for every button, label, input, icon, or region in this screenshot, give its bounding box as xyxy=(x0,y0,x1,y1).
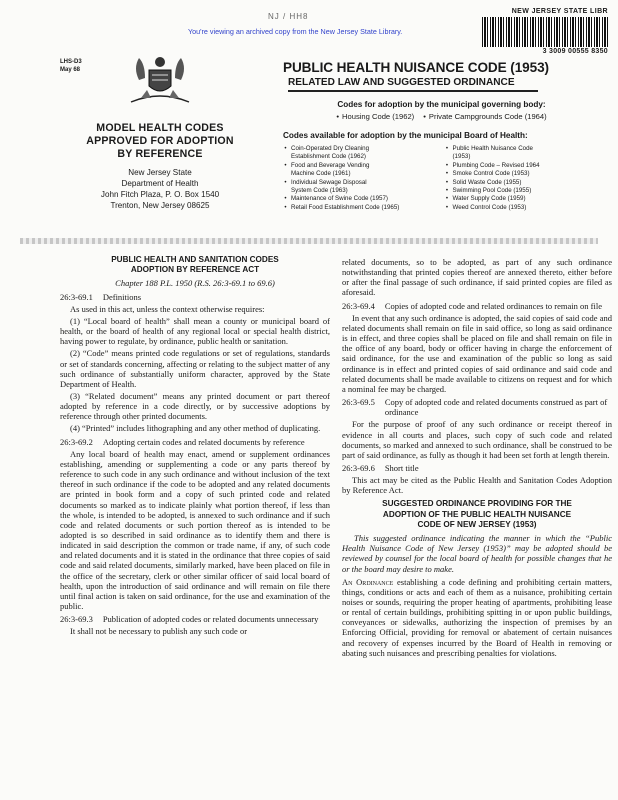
section-number: 26:3-69.3 xyxy=(60,614,93,625)
model-codes-block xyxy=(60,122,260,211)
sub-title: RELATED LAW AND SUGGESTED ORDINANCE xyxy=(288,77,515,88)
address-line: John Fitch Plaza, P. O. Box 1540 xyxy=(100,190,220,199)
board-codes-heading: Codes available for adoption by the municipal Board of Health: xyxy=(283,131,528,140)
header-divider xyxy=(20,238,598,244)
section-heading xyxy=(60,437,330,447)
address-line: Department of Health xyxy=(121,179,199,188)
ordinance-body: establishing a code defining and prohibiting certain matters, things, conditions or acts and each of them as a nuisance, prohibiting certain noises or sounds, requiring the proper heating of apartments, prohibiting lease or rental of certain buildings, prohibiting spitting in or upon public buildings, conveyances or sidewalks, authorizing the inspection of premises by an Enforcing Official, providing for removal or abatement of certain nuisances and recovery of expenses incurred by the Board of Health in removing or abating such nuisances and prescribing penalties for violations. xyxy=(342,576,612,658)
document-body xyxy=(0,255,618,800)
code-list-item: • Plumbing Code – Revised 1964 xyxy=(445,161,540,169)
paragraph: As used in this act, unless the context otherwise requires: xyxy=(70,303,265,314)
code-list-item: • Weed Control Code (1953) xyxy=(445,203,527,211)
paragraph: Any local board of health may enact, amend or supplement ordinances establishing, amending or supplementing a code or any parts thereof by reference to such code in any such ordinance and without inclusion of the text thereof in such ordinance if the code to be adopted and any related documents are printed in book form and a copy of such printed code and related documents so marked as to indicate plainly what portion thereof, if less than the whole, is intended to be adopted, is annexed to such ordinance and if such code and related documents or such portion thereof as is intended to be adopted is so described in said ordinance as to identify them and there is indicated in said description the common or trade name, if any, of such code and related documents and it is stated in the ordinance that three copies of said code and said related documents, similarly marked, have been placed on file in the office of the secretary, clerk or other similar officer of said local board of health, upon the introduction of said ordinance and will remain on file there until final action is taken on said ordinance, for the use and examination of the public. xyxy=(60,448,330,612)
municipal-codes-heading: Codes for adoption by the municipal governing body: xyxy=(337,100,546,109)
main-title: PUBLIC HEALTH NUISANCE CODE (1953) xyxy=(283,60,549,75)
barcode-graphic xyxy=(482,17,608,47)
code-list-item-cont xyxy=(291,187,439,194)
title-line: MODEL HEALTH CODES xyxy=(96,122,224,134)
ordinance-lead: An Ordinance xyxy=(342,576,394,587)
document-code xyxy=(60,58,82,74)
code-list-item: • Smoke Control Code (1953) xyxy=(445,170,530,178)
heading-line: ADOPTION BY REFERENCE ACT xyxy=(130,265,260,275)
section-heading xyxy=(60,614,330,624)
section-title: Short title xyxy=(384,462,419,473)
ordinance-note: This suggested ordinance indicating the manner in which the “Public Health Nuisance Code of New Jersey (1953)” may be adopted should be reviewed by counsel for the local board of health for possible changes that he or the board may desire to make. xyxy=(342,533,612,574)
address-line: Trenton, New Jersey 08625 xyxy=(110,201,210,210)
department-address xyxy=(60,167,260,211)
section-title: Copy of adopted code and related documents construed as part of ordinance xyxy=(384,397,608,418)
code-name: Plumbing Code – Revised 1964 xyxy=(452,161,540,169)
board-codes-left-column xyxy=(283,145,439,212)
code-list-item-cont xyxy=(291,170,439,177)
doc-date-line: May 68 xyxy=(60,67,81,73)
code-list-item: • Coin-Operated Dry Cleaning xyxy=(284,145,370,152)
act-heading xyxy=(60,255,330,275)
heading-line: SUGGESTED ORDINANCE PROVIDING FOR THE xyxy=(382,499,572,509)
code-list-item: • Food and Beverage Vending xyxy=(284,161,370,169)
code-list-item-cont xyxy=(453,153,601,160)
code-name: Food and Beverage Vending xyxy=(291,161,370,169)
code-list-item: • Swimming Pool Code (1955) xyxy=(445,187,532,195)
left-text-column xyxy=(60,255,330,637)
board-codes-list xyxy=(283,145,600,212)
paragraph: This act may be cited as the Public Health and Sanitation Codes Adoption by Reference Act. xyxy=(342,475,612,496)
code-name: (1953) xyxy=(452,153,471,161)
chapter-citation: Chapter 188 P.L. 1950 (R.S. 26:3-69.1 to 69.6) xyxy=(115,278,275,289)
code-title-block xyxy=(283,60,600,212)
paragraph: (2) “Code” means printed code regulations or set of regulations, standards or set of standards concerning, affecting or relating to the subject matter of any such ordinance of substantially uniform character, approved by the State Department of Health. xyxy=(60,348,330,389)
section-number: 26:3-69.6 xyxy=(342,462,375,473)
section-number: 26:3-69.2 xyxy=(60,436,93,447)
code-list-item: • Maintenance of Swine Code (1957) xyxy=(284,195,388,203)
section-heading xyxy=(342,463,612,473)
library-stamp-title: NEW JERSEY STATE LIBR xyxy=(511,8,608,15)
barcode-number: 3 3009 00555 8350 xyxy=(542,48,608,55)
title-rule xyxy=(288,90,538,92)
heading-line: CODE OF NEW JERSEY (1953) xyxy=(417,519,537,529)
code-name: Maintenance of Swine Code (1957) xyxy=(291,195,388,203)
title-line: APPROVED FOR ADOPTION xyxy=(86,135,234,147)
code-name: Individual Sewage Disposal xyxy=(291,178,367,186)
code-name: Water Supply Code (1959) xyxy=(452,195,526,203)
title-line: BY REFERENCE xyxy=(117,148,203,160)
section-title: Adopting certain codes and related documents by reference xyxy=(102,436,305,447)
section-title: Definitions xyxy=(102,291,142,302)
section-number: 26:3-69.5 xyxy=(342,397,375,408)
right-text-column xyxy=(342,255,612,658)
ordinance-text xyxy=(342,577,612,658)
paragraph: (1) “Local board of health” shall mean a county or municipal board of health, or the board of health of any regional local or special health district, having power to regulate, by ordinance, public health or sanitation. xyxy=(60,315,330,347)
section-title: Publication of adopted codes or related documents unnecessary xyxy=(102,614,319,625)
paragraph: (3) “Related document” means any printed document or part thereof adopted by reference in a code directly, or by successive adoptions by reference through other printed documents. xyxy=(60,390,330,422)
archive-notice[interactable]: You're viewing an archived copy from the New Jersey State Library. xyxy=(188,27,403,36)
code-list-item-cont xyxy=(291,153,439,160)
paragraph: (4) “Printed” includes lithographing and any other method of duplicating. xyxy=(70,423,321,434)
heading-line: PUBLIC HEALTH AND SANITATION CODES xyxy=(111,255,279,264)
code-list-item: • Public Health Nuisance Code xyxy=(445,145,533,152)
code-list-item: • Individual Sewage Disposal xyxy=(284,178,367,186)
code-name: Coin-Operated Dry Cleaning xyxy=(291,145,370,152)
code-name: System Code (1963) xyxy=(291,187,348,195)
paragraph: In event that any such ordinance is adopted, the said copies of said code and related documents shall remain on file in said office, so long as said ordinance is in effect, and three copies shall be placed on file and shall remain on file in the office of any board, body or officer having in charge the enforcement of said ordinance, for the use and examination of the public so long as said ordinance is in effect and printed copies of said ordinance and said code and related documents shall be made available to citizens on request and for which a nominal fee may be charged. xyxy=(342,312,612,394)
address-line: New Jersey State xyxy=(128,168,192,177)
section-heading xyxy=(60,292,330,302)
paragraph: It shall not be necessary to publish any such code or xyxy=(70,626,248,637)
board-codes-right-column xyxy=(445,145,601,212)
code-name: Retail Food Establishment Code (1965) xyxy=(291,203,400,211)
library-barcode-stamp xyxy=(482,8,608,55)
paragraph: For the purpose of proof of any such ordinance or receipt thereof in evidence in all courts and places, such copy of such code and related documents, so marked and annexed to such ordinance, shall be construed to be part of said ordinance, as fully as though it had been set forth at length therein. xyxy=(342,419,612,460)
section-number: 26:3-69.1 xyxy=(60,291,93,302)
handwritten-call-number: NJ / HH8 xyxy=(268,12,309,21)
section-heading xyxy=(342,301,612,311)
section-heading xyxy=(342,397,612,417)
code-list-item: • Solid Waste Code (1955) xyxy=(445,178,522,186)
code-name: Solid Waste Code (1955) xyxy=(452,178,522,186)
section-title: Copies of adopted code and related ordinances to remain on file xyxy=(384,300,602,311)
doc-code-line: LHS-D3 xyxy=(60,59,82,65)
heading-line: ADOPTION OF THE PUBLIC HEALTH NUISANCE xyxy=(382,509,572,519)
document-header xyxy=(50,50,596,240)
code-name: Establishment Code (1962) xyxy=(291,153,366,161)
municipal-code-item: • Housing Code (1962) xyxy=(336,112,414,121)
code-name: Public Health Nuisance Code xyxy=(452,145,533,152)
model-codes-title xyxy=(60,122,260,161)
state-seal-icon xyxy=(125,50,195,108)
paragraph: related documents, so to be adopted, as part of any such ordinance notwithstanding that printed copies thereof are annexed thereto, either before or after the final passage of such ordinance, if said printed copies are filed as aforesaid. xyxy=(342,257,612,298)
section-number: 26:3-69.4 xyxy=(342,300,375,311)
code-list-item: • Water Supply Code (1959) xyxy=(445,195,526,203)
code-name: Swimming Pool Code (1955) xyxy=(452,187,532,195)
code-name: Smoke Control Code (1953) xyxy=(452,170,530,178)
municipal-code-item: • Private Campgrounds Code (1964) xyxy=(423,112,546,121)
code-list-item: • Retail Food Establishment Code (1965) xyxy=(284,203,400,211)
municipal-codes-list xyxy=(283,112,600,121)
ordinance-heading xyxy=(342,499,612,530)
code-name: Machine Code (1961) xyxy=(291,170,351,178)
code-name: Weed Control Code (1953) xyxy=(452,203,527,211)
